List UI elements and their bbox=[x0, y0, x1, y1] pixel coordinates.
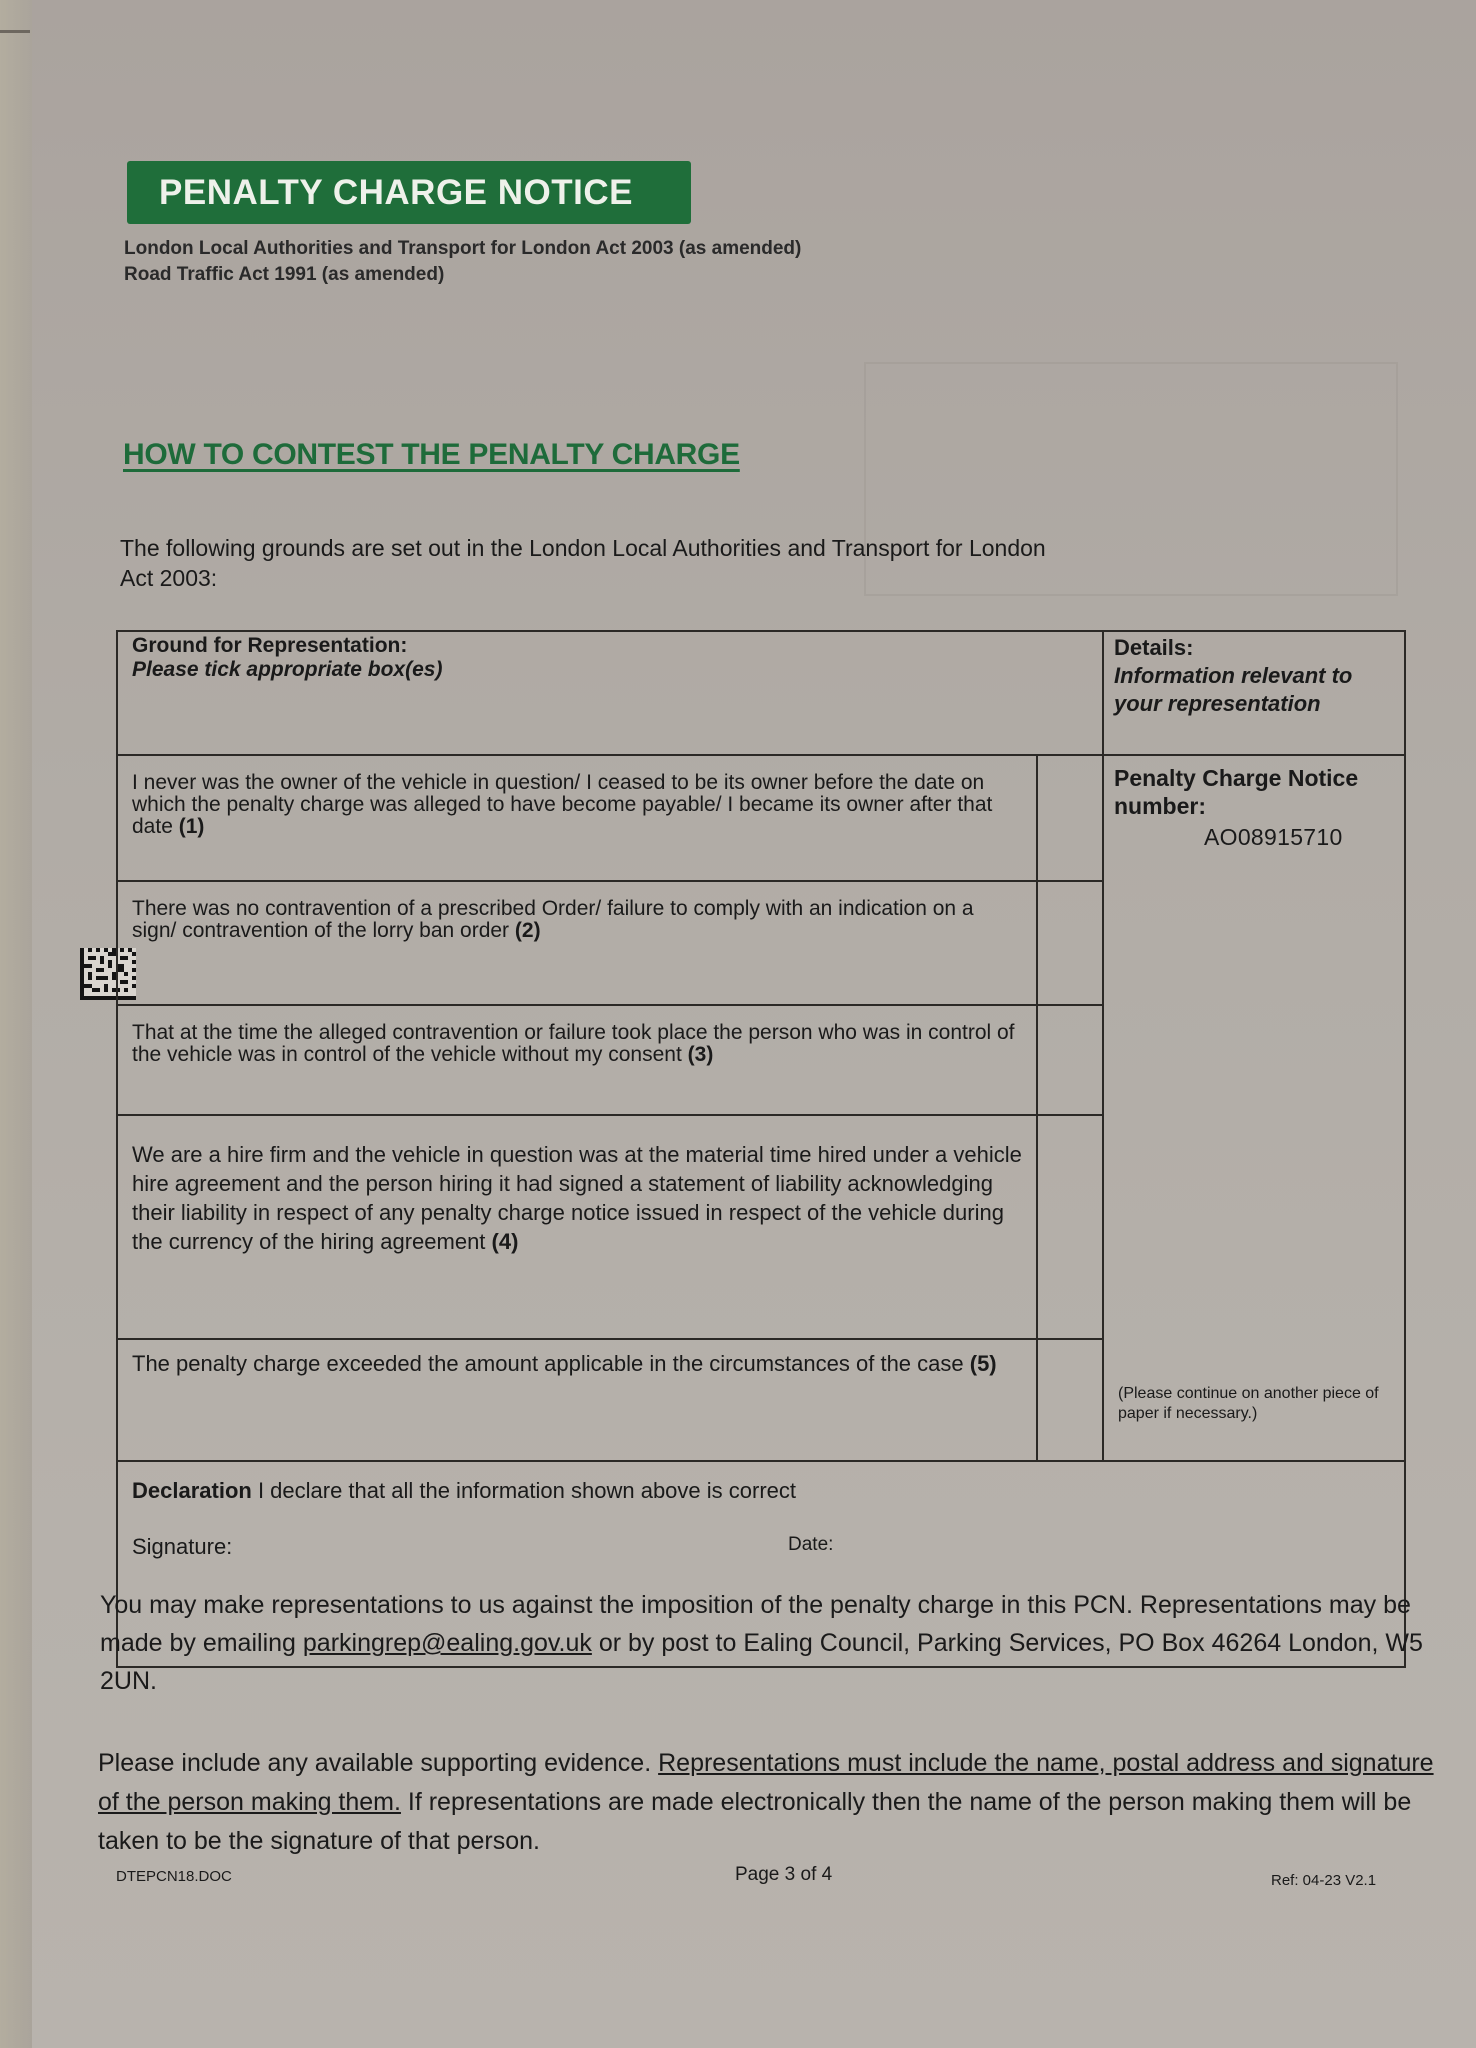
ground-4-checkbox[interactable] bbox=[1038, 1116, 1102, 1338]
tick-box-4[interactable] bbox=[1037, 1115, 1103, 1339]
page-number: Page 3 of 4 bbox=[735, 1864, 833, 1885]
ground-text-3: That at the time the alleged contravention or failure took place the person who was in control of the vehicle was in control of the vehicle without my consent (3) bbox=[117, 1005, 1037, 1115]
grounds-table bbox=[116, 630, 1406, 1668]
pcn-number-label: Penalty Charge Notice number: bbox=[1114, 765, 1359, 819]
ground-text-5: The penalty charge exceeded the amount applicable in the circumstances of the case (5) bbox=[117, 1339, 1037, 1461]
tick-box-3[interactable] bbox=[1037, 1005, 1103, 1115]
section-intro: The following grounds are set out in the London Local Authorities and Transport for London Act 2003: bbox=[120, 535, 1046, 591]
page-edge bbox=[0, 0, 33, 2048]
evidence-requirement: Representations must include the name, postal address and signature of the person making them. bbox=[98, 1749, 1434, 1816]
tick-box-2[interactable] bbox=[1037, 881, 1103, 1005]
grounds-header bbox=[117, 631, 1103, 755]
tick-box-5[interactable] bbox=[1037, 1339, 1103, 1461]
details-header bbox=[1103, 631, 1405, 755]
ground-3-checkbox[interactable] bbox=[1038, 1006, 1102, 1114]
ground-1-checkbox[interactable] bbox=[1038, 756, 1102, 880]
signature-field[interactable]: Signature: bbox=[132, 1534, 233, 1559]
evidence-paragraph: Please include any available supporting evidence. Representations must include the name, postal address and signature of the person making them. If representations are made electronically then the name of the person making them will be taken to be the signature of that person. bbox=[98, 1749, 1434, 1855]
ground-5-checkbox[interactable] bbox=[1038, 1340, 1102, 1460]
grounds-header-subtitle: Please tick appropriate box(es) bbox=[132, 658, 443, 681]
contact-paragraph: You may make representations to us against the imposition of the penalty charge in this PCN. Representations may be made by emailing parkingrep@ealing.gov.uk or by post to Ealing Council, Parking Services, PO Box 46264 London, W5 2UN. bbox=[100, 1591, 1423, 1695]
ground-text-2: There was no contravention of a prescribed Order/ failure to comply with an indication on a sign/ contravention of the lorry ban order (2) bbox=[117, 881, 1037, 1005]
notice-title: PENALTY CHARGE NOTICE bbox=[159, 172, 633, 212]
details-cell[interactable] bbox=[1103, 755, 1405, 1461]
declaration-text: I declare that all the information shown above is correct bbox=[251, 1478, 796, 1503]
details-header-title: Details: bbox=[1114, 635, 1194, 660]
document-code: DTEPCN18.DOC bbox=[116, 1868, 232, 1885]
ground-text-1: I never was the owner of the vehicle in question/ I ceased to be its owner before the date on which the penalty charge was alleged to have become payable/ I became its owner after that date (1) bbox=[117, 755, 1037, 881]
date-field[interactable]: Date: bbox=[788, 1534, 834, 1555]
ground-row bbox=[117, 755, 1405, 881]
pcn-number-value: AO08915710 bbox=[1204, 824, 1343, 850]
page-edge-mark bbox=[0, 30, 30, 33]
tick-box-1[interactable] bbox=[1037, 755, 1103, 881]
notice-title-banner bbox=[127, 161, 691, 224]
email-link[interactable]: parkingrep@ealing.gov.uk bbox=[302, 1629, 592, 1657]
declaration-label: Declaration bbox=[132, 1478, 252, 1503]
ground-text-4: We are a hire firm and the vehicle in question was at the material time hired under a vehicle hire agreement and the person hiring it had signed a statement of liability acknowledging their liability in respect of any penalty charge notice issued in respect of the vehicle during the currency of the hiring agreement (4) bbox=[117, 1115, 1037, 1339]
ground-2-checkbox[interactable] bbox=[1038, 882, 1102, 1004]
details-header-subtitle: Information relevant to your representation bbox=[1114, 663, 1353, 716]
act-reference: London Local Authorities and Transport for London Act 2003 (as amended) Road Traffic Act 1991 (as amended) bbox=[124, 238, 802, 285]
continue-note: (Please continue on another piece of paper if necessary.) bbox=[1118, 1385, 1379, 1422]
section-heading: HOW TO CONTEST THE PENALTY CHARGE bbox=[123, 438, 740, 471]
grounds-header-title: Ground for Representation: bbox=[132, 634, 408, 657]
document-ref: Ref: 04-23 V2.1 bbox=[1271, 1872, 1377, 1889]
